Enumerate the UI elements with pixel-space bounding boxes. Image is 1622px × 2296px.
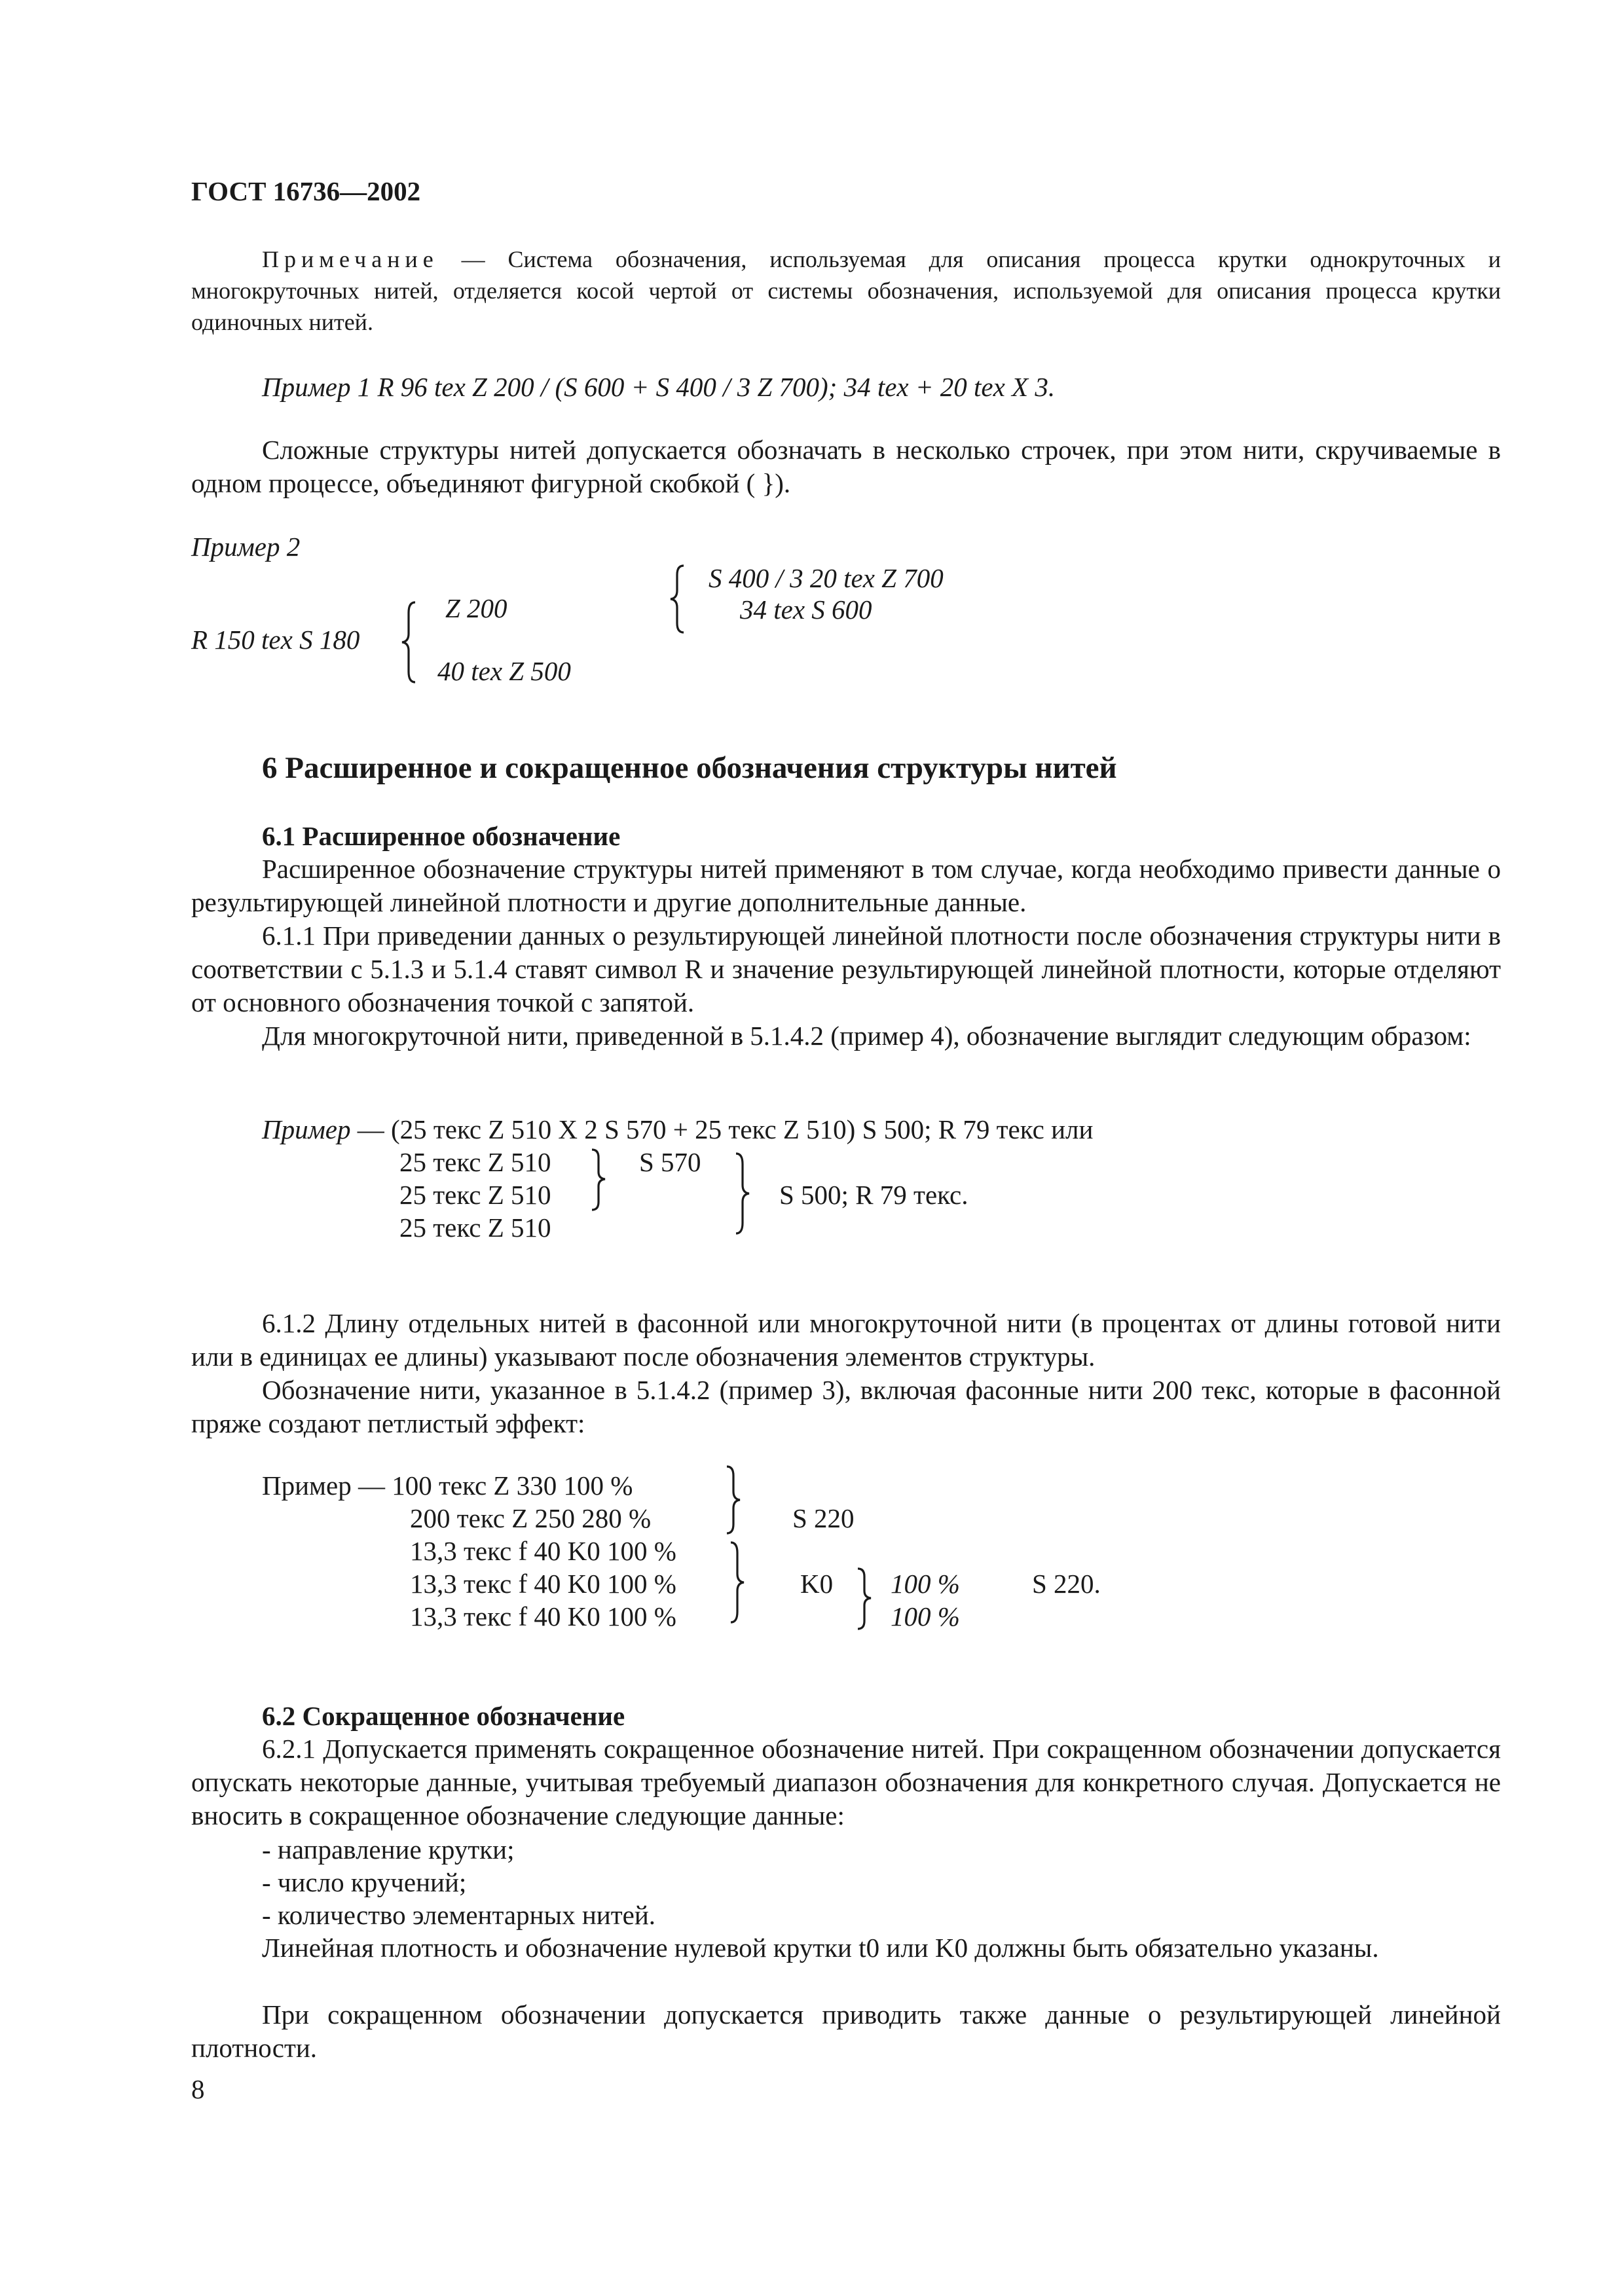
complex-structures-text: Сложные структуры нитей допускается обозначать в несколько строчек, при этом нити, скручиваемые в одном процессе, объединяют фигурной скобкой ( }). xyxy=(191,435,1501,498)
example-a-brace-2 xyxy=(733,1151,753,1236)
paragraph-6-1-1-b: Для многокруточной нити, приведенной в 5.1.4.2 (пример 4), обозначение выглядит следующим образом: xyxy=(262,1021,1471,1051)
example-a-s570: S 570 xyxy=(639,1147,701,1177)
example-a-row-3: 25 текс Z 510 xyxy=(399,1212,551,1243)
paragraph-6-1-2: 6.1.2 Длину отдельных нитей в фасонной или многокруточной нити (в процентах от длины готовой нити или в единицах ее длины) указывают после обозначения элементов структуры. xyxy=(191,1308,1501,1372)
example-a-row-2: 25 текс Z 510 xyxy=(399,1180,551,1210)
example-b-s220: S 220 xyxy=(792,1503,855,1533)
complex-structures-paragraph xyxy=(191,433,1501,500)
paragraph-6-2-1-b: Линейная плотность и обозначение нулевой крутки t0 или K0 должны быть обязательно указаны. xyxy=(262,1933,1379,1963)
example-b-brace-2 xyxy=(728,1540,748,1625)
example-b-row-1: Пример — 100 текс Z 330 100 % xyxy=(262,1470,633,1501)
paragraph-6-1: Расширенное обозначение структуры нитей применяют в том случае, когда необходимо привести данные о результирующей линейной плотности и другие дополнительные данные. xyxy=(191,854,1501,917)
example-2-label: Пример 2 xyxy=(191,532,301,562)
note-label: Примечание xyxy=(262,246,439,272)
example-2-left-brace xyxy=(399,600,419,685)
example-b-row-4: 13,3 текс f 40 K0 100 % xyxy=(410,1569,676,1599)
example-b-label: Пример xyxy=(262,1470,352,1501)
section-6-heading: 6 Расширенное и сокращенное обозначения структуры нитей xyxy=(262,751,1117,785)
example-b-row-2: 200 текс Z 250 280 % xyxy=(410,1503,652,1533)
example-b-brace-3 xyxy=(855,1566,875,1631)
example-a-result: S 500; R 79 текс. xyxy=(779,1180,968,1210)
example-1: Пример 1 R 96 tex Z 200 / (S 600 + S 400 / 3 Z 700); 34 tex + 20 tex X 3. xyxy=(262,372,1056,402)
note-paragraph xyxy=(191,244,1501,338)
note-text: — Система обозначения, используемая для описания процесса крутки однокруточных и многокруточных нитей, отделяется косой чертой от системы обозначения, используемой для описания процесса крутки одиночных нитей. xyxy=(191,246,1502,335)
example-b-row-5: 13,3 текс f 40 K0 100 % xyxy=(410,1601,676,1631)
example-b-row-3: 13,3 текс f 40 K0 100 % xyxy=(410,1536,676,1566)
subsection-6-1-heading: 6.1 Расширенное обозначение xyxy=(262,821,621,851)
example-b-s220-final: S 220. xyxy=(1032,1569,1101,1599)
example-a-row-1: 25 текс Z 510 xyxy=(399,1147,551,1177)
example-a-brace-1 xyxy=(589,1147,609,1212)
subsection-6-2-heading: 6.2 Сокращенное обозначение xyxy=(262,1701,625,1731)
example-2-branch-bottom: 40 tex Z 500 xyxy=(437,656,571,686)
example-2-right-brace xyxy=(668,563,688,635)
paragraph-6-1-1: 6.1.1 При приведении данных о результирующей линейной плотности после обозначения структуры нити в соответствии с 5.1.3 и 5.1.4 ставят символ R и значение результирующей линейной плотности, которые отделяют от основного обозначения точкой с запятой. xyxy=(191,920,1501,1017)
example-a-label: Пример xyxy=(262,1114,351,1144)
list-item: - число кручений; xyxy=(262,1867,467,1897)
page-number: 8 xyxy=(191,2074,205,2104)
example-b-percent-2: 100 % xyxy=(891,1601,960,1631)
example-2-root: R 150 tex S 180 xyxy=(191,625,360,655)
example-a-line: — (25 текс Z 510 X 2 S 570 + 25 текс Z 510) S 500; R 79 текс или xyxy=(357,1114,1094,1144)
example-2-branch-top: Z 200 xyxy=(445,593,507,623)
paragraph-6-2-1-c: При сокращенном обозначении допускается приводить также данные о результирующей линейной плотности. xyxy=(191,1999,1501,2063)
example-2-sub-bottom: 34 tex S 600 xyxy=(740,594,872,625)
example-b-brace-1 xyxy=(724,1464,744,1536)
paragraph-6-1-2-b: Обозначение нити, указанное в 5.1.4.2 (пример 3), включая фасонные нити 200 текс, которые в фасонной пряже создают петлистый эффект: xyxy=(191,1375,1501,1438)
paragraph-6-2-1: 6.2.1 Допускается применять сокращенное обозначение нитей. При сокращенном обозначении допускается опускать некоторые данные, учитывая требуемый диапазон обозначения для конкретного случая. Допускается не вносить в сокращенное обозначение следующие данные: xyxy=(191,1734,1501,1831)
document-code: ГОСТ 16736—2002 xyxy=(191,176,421,206)
list-item: - направление крутки; xyxy=(262,1834,515,1865)
example-2-sub-top: S 400 / 3 20 tex Z 700 xyxy=(709,563,944,593)
list-item: - количество элементарных нитей. xyxy=(262,1900,656,1930)
example-a xyxy=(262,1113,1093,1146)
example-b-percent-1: 100 % xyxy=(891,1569,960,1599)
example-b-k0: K0 xyxy=(800,1569,834,1599)
